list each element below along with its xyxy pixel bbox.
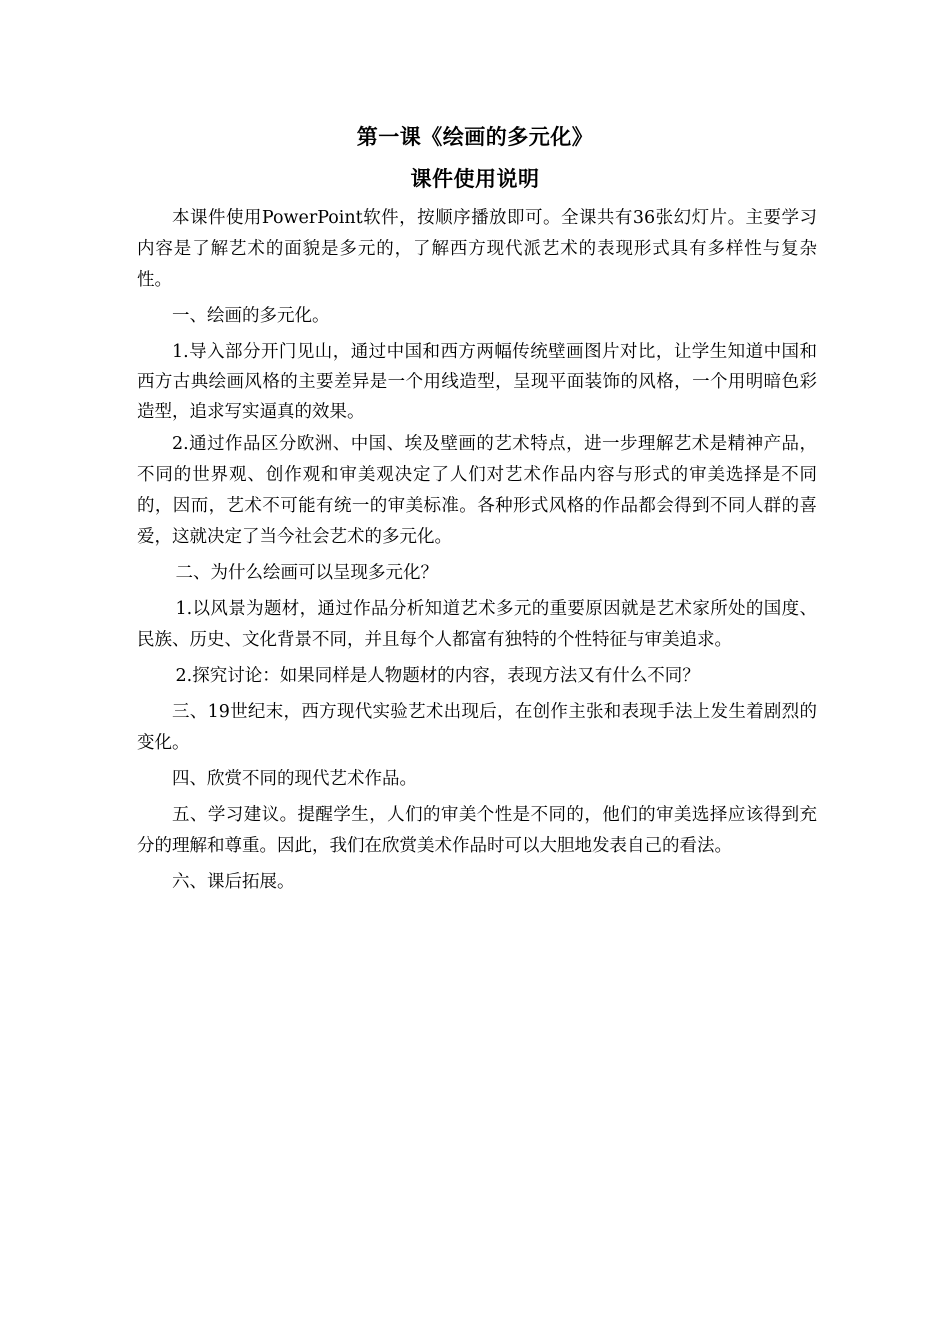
document-body xyxy=(137,203,817,903)
document-subtitle: 课件使用说明 xyxy=(410,167,540,191)
section-heading-1: 一、绘画的多元化。 xyxy=(172,306,330,326)
paragraph-1-2: 2.通过作品区分欧洲、中国、埃及壁画的艺术特点，进一步理解艺术是精神产品，不同的世界观、创作观和审美观决定了人们对艺术作品内容与形式的审美选择是不同的，因而，艺术不可能有统一的审美标准。各种形式风格的作品都会得到不同人群的喜爱，这就决定了当今社会艺术的多元化。 xyxy=(137,434,817,547)
paragraph-2-2: 2.探究讨论：如果同样是人物题材的内容，表现方法又有什么不同？ xyxy=(175,666,700,686)
section-heading-3: 三、19世纪末，西方现代实验艺术出现后，在创作主张和表现手法上发生着剧烈的变化。 xyxy=(137,702,817,753)
section-heading-2: 二、为什么绘画可以呈现多元化？ xyxy=(175,563,438,583)
paragraph-1-1: 1.导入部分开门见山，通过中国和西方两幅传统壁画图片对比，让学生知道中国和西方古典绘画风格的主要差异是一个用线造型，呈现平面装饰的风格，一个用明暗色彩造型，追求写实逼真的效果。 xyxy=(137,342,817,422)
section-heading-4: 四、欣赏不同的现代艺术作品。 xyxy=(172,769,417,789)
section-heading-5: 五、学习建议。提醒学生，人们的审美个性是不同的，他们的审美选择应该得到充分的理解和尊重。因此，我们在欣赏美术作品时可以大胆地发表自己的看法。 xyxy=(137,805,817,856)
section-heading-6: 六、课后拓展。 xyxy=(172,872,295,892)
paragraph-intro: 本课件使用PowerPoint软件，按顺序播放即可。全课共有36张幻灯片。主要学习内容是了解艺术的面貌是多元的，了解西方现代派艺术的表现形式具有多样性与复杂性。 xyxy=(137,208,817,290)
paragraph-2-1: 1.以风景为题材，通过作品分析知道艺术多元的重要原因就是艺术家所处的国度、民族、历史、文化背景不同，并且每个人都富有独特的个性特征与审美追求。 xyxy=(137,599,817,650)
document-title: 第一课《绘画的多元化》 xyxy=(356,125,594,149)
